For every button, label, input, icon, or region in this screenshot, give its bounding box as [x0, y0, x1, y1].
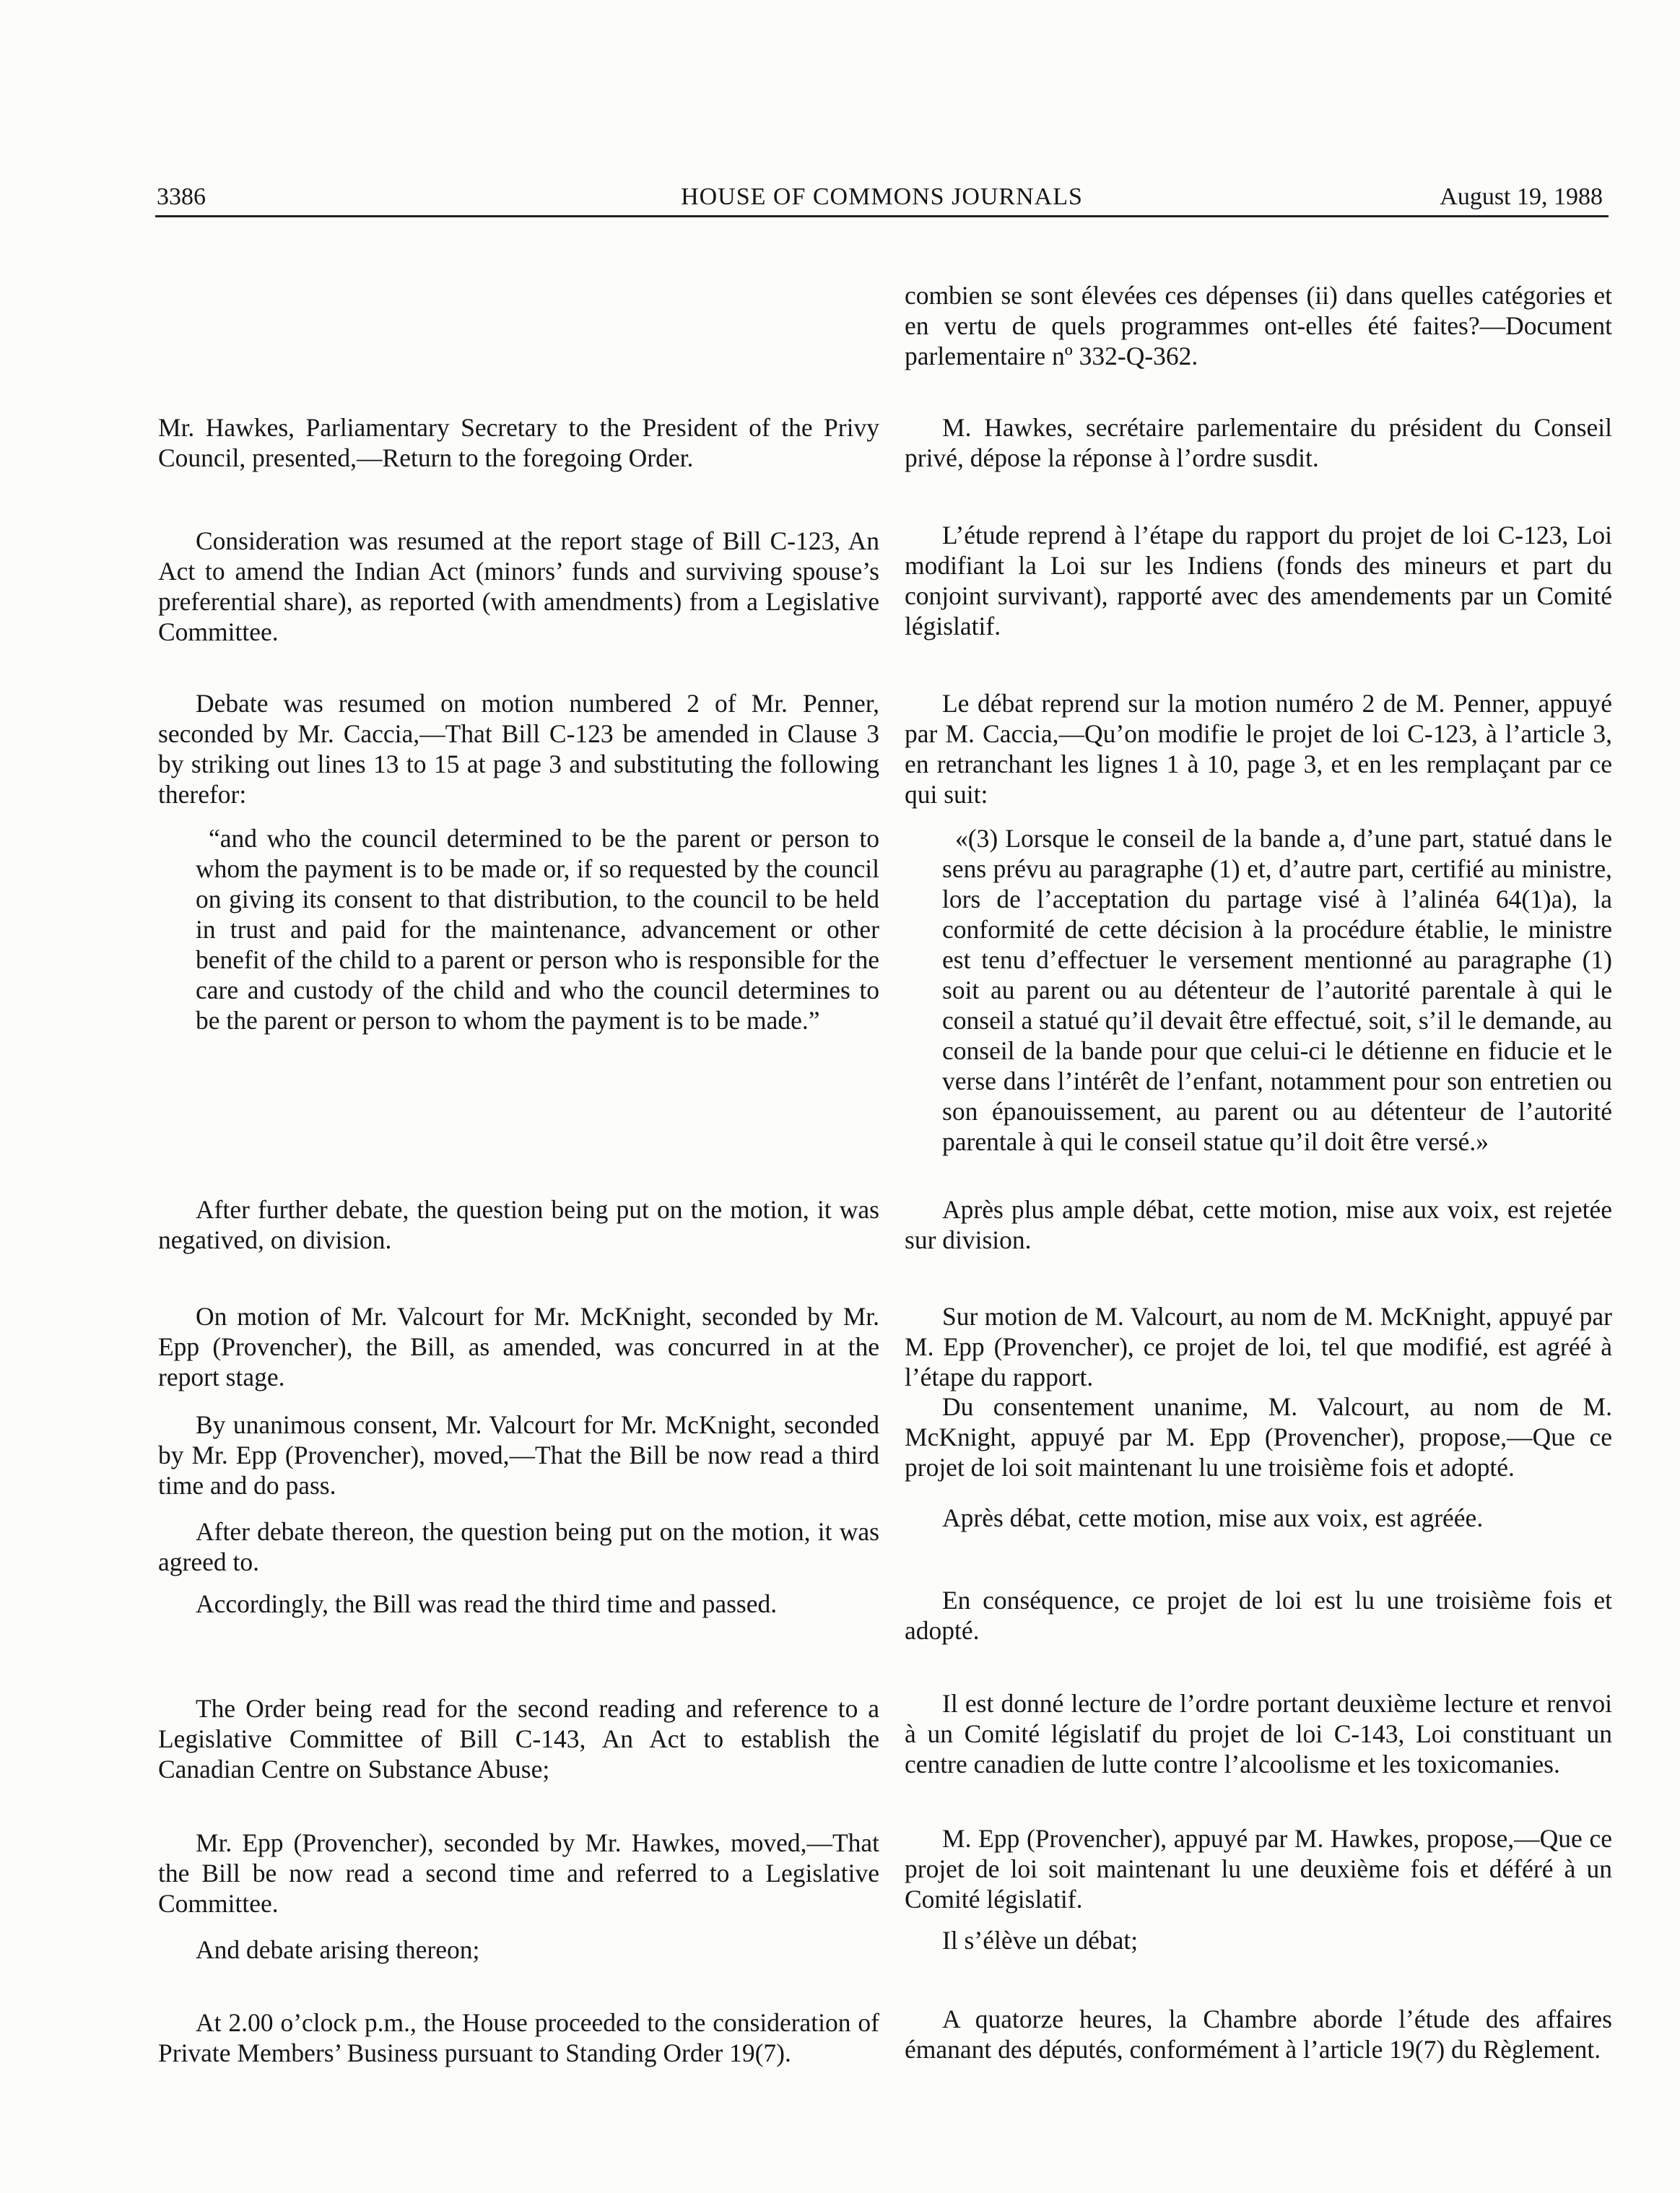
fr-paragraph-agreee: Après débat, cette motion, mise aux voix, est agréée.: [942, 1503, 1484, 1532]
fr-quoted-amendment: «(3) Lorsque le conseil de la bande a, d’une part, statué dans le sens prévu au paragraphe (1) et, d’autre part, certifié au ministre, lors de l’acceptation du partage visé à l’alinéa 64(1)a), la conformité de cette décision à la procédure établie, le ministre est tenu d’effectuer le versement mentionné au paragraphe (1) soit au parent ou au détenteur de l’autorité parentale à qui le conseil a statué qu’il devait être effectué, soit, s’il le demande, au conseil de la bande pour que celui-ci le détienne en fiducie et le verse dans l’intérêt de l’enfant, notamment pour son entretien ou son épanouissement, au parent ou au détenteur de l’autorité parentale à qui le conseil statue qu’il doit être versé.»: [942, 824, 1612, 1156]
en-paragraph-penner-motion: Debate was resumed on motion numbered 2 of Mr. Penner, seconded by Mr. Caccia,—That Bill C-123 be amended in Clause 3 by striking out lines 13 to 15 at page 3 and substituting the following therefor:: [158, 689, 879, 809]
page-number: 3386: [157, 183, 206, 210]
en-paragraph-debate-arising: And debate arising thereon;: [196, 1935, 480, 1964]
journal-date: August 19, 1988: [1440, 183, 1603, 210]
en-paragraph-negatived: After further debate, the question being put on the motion, it was negatived, on division.: [158, 1195, 879, 1254]
fr-paragraph-document: combien se sont élevées ces dépenses (ii) dans quelles catégories et en vertu de quels programmes ont-elles été faites?—Document parlementaire nº 332-Q-362.: [905, 281, 1612, 370]
fr-paragraph-rejetee: Après plus ample débat, cette motion, mise aux voix, est rejetée sur division.: [905, 1195, 1612, 1254]
fr-paragraph-etude-rapport: L’étude reprend à l’étape du rapport du projet de loi C-123, Loi modifiant la Loi sur les Indiens (fonds des mineurs et part du conjoint survivant), rapporté avec des amendements par un Comité législatif.: [905, 521, 1612, 640]
fr-paragraph-affaires-deputes: A quatorze heures, la Chambre aborde l’étude des affaires émanant des députés, conformément à l’article 19(7) du Règlement.: [905, 2005, 1612, 2064]
en-paragraph-bill-c143-order: The Order being read for the second reading and reference to a Legislative Committee of Bill C-143, An Act to establish the Canadian Centre on Substance Abuse;: [158, 1694, 879, 1784]
journal-title: HOUSE OF COMMONS JOURNALS: [681, 183, 1083, 210]
en-paragraph-epp-motion: Mr. Epp (Provencher), seconded by Mr. Hawkes, moved,—That the Bill be now read a second time and referred to a Legislative Committee.: [158, 1828, 879, 1918]
fr-paragraph-motion-penner: Le débat reprend sur la motion numéro 2 de M. Penner, appuyé par M. Caccia,—Qu’on modifie le projet de loi C-123, à l’article 3, en retranchant les lignes 1 à 10, page 3, et en les remplaçant par ce qui suit:: [905, 689, 1612, 809]
en-paragraph-agreed: After debate thereon, the question being put on the motion, it was agreed to.: [158, 1517, 879, 1576]
en-paragraph-report-stage: Consideration was resumed at the report stage of Bill C-123, An Act to amend the Indian Act (minors’ funds and surviving spouse’s preferential share), as reported (with amendments) from a Legislative Committee.: [158, 526, 879, 646]
fr-paragraph-debat: Il s’élève un débat;: [942, 1926, 1139, 1955]
en-quoted-amendment: “and who the council determined to be the parent or person to whom the payment is to be made or, if so requested by the council on giving its consent to that distribution, to the council to be held in trust and paid for the maintenance, advancement or other benefit of the child to a parent or person who is responsible for the care and custody of the child and who the council determines to be the parent or person to whom the payment is to be made.”: [196, 824, 879, 1035]
en-paragraph-passed: Accordingly, the Bill was read the third time and passed.: [196, 1589, 778, 1618]
en-paragraph-third-reading-motion: By unanimous consent, Mr. Valcourt for Mr. McKnight, seconded by Mr. Epp (Provencher), moved,—That the Bill be now read a third time and do pass.: [158, 1410, 879, 1500]
page-header: [155, 182, 1609, 217]
en-paragraph-hawkes-return: Mr. Hawkes, Parliamentary Secretary to the President of the Privy Council, presented,—Return to the foregoing Order.: [158, 413, 879, 472]
en-paragraph-concurred: On motion of Mr. Valcourt for Mr. McKnight, seconded by Mr. Epp (Provencher), the Bill, as amended, was concurred in at the report stage.: [158, 1302, 879, 1391]
fr-paragraph-hawkes-reponse: M. Hawkes, secrétaire parlementaire du président du Conseil privé, dépose la réponse à l’ordre susdit.: [905, 413, 1612, 472]
fr-paragraph-motion-epp: M. Epp (Provencher), appuyé par M. Hawkes, propose,—Que ce projet de loi soit maintenant lu une deuxième fois et déféré à un Comité législatif.: [905, 1824, 1612, 1914]
en-paragraph-private-members: At 2.00 o’clock p.m., the House proceeded to the consideration of Private Members’ Business pursuant to Standing Order 19(7).: [158, 2008, 879, 2067]
fr-paragraph-agree-rapport: Sur motion de M. Valcourt, au nom de M. McKnight, appuyé par M. Epp (Provencher), ce projet de loi, tel que modifié, est agréé à l’étape du rapport.: [905, 1302, 1612, 1391]
fr-paragraph-ordre-c143: Il est donné lecture de l’ordre portant deuxième lecture et renvoi à un Comité législatif du projet de loi C-143, Loi constituant un centre canadien de lutte contre l’alcoolisme et les toxicomanies.: [905, 1689, 1612, 1779]
fr-paragraph-troisieme-lecture: Du consentement unanime, M. Valcourt, au nom de M. McKnight, appuyé par M. Epp (Provencher), propose,—Que ce projet de loi soit maintenant lu une troisième fois et adopté.: [905, 1392, 1612, 1482]
fr-paragraph-adopte: En conséquence, ce projet de loi est lu une troisième fois et adopté.: [905, 1586, 1612, 1645]
